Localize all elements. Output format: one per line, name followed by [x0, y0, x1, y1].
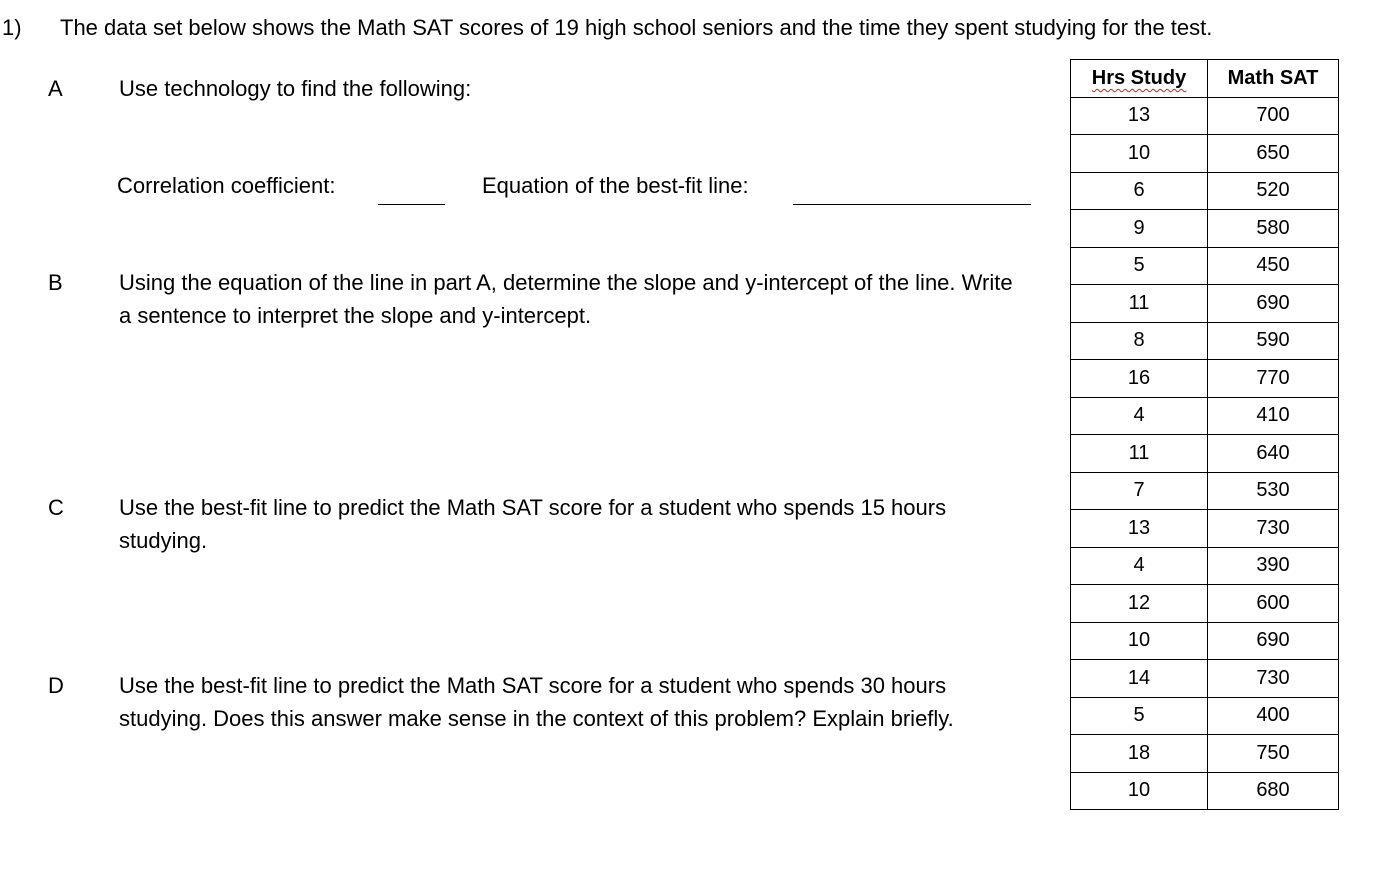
hrs-study-cell: 9	[1071, 210, 1208, 248]
hrs-study-cell: 18	[1071, 735, 1208, 773]
hrs-study-cell: 8	[1071, 322, 1208, 360]
table-row	[1071, 247, 1339, 285]
table-row	[1071, 322, 1339, 360]
hrs-study-cell: 12	[1071, 585, 1208, 623]
table-row	[1071, 735, 1339, 773]
hrs-study-cell: 13	[1071, 510, 1208, 548]
math-sat-cell: 580	[1208, 210, 1339, 248]
equation-label: Equation of the best-fit line:	[482, 173, 749, 198]
table-row	[1071, 172, 1339, 210]
math-sat-cell: 390	[1208, 547, 1339, 585]
hrs-study-cell: 4	[1071, 547, 1208, 585]
table-row	[1071, 697, 1339, 735]
math-sat-cell: 690	[1208, 285, 1339, 323]
hrs-study-header: Hrs Study	[1071, 60, 1208, 98]
table-row	[1071, 97, 1339, 135]
table-row	[1071, 547, 1339, 585]
table-row	[1071, 660, 1339, 698]
correlation-label: Correlation coefficient:	[117, 173, 336, 198]
table-body	[1071, 97, 1339, 810]
hrs-study-cell: 11	[1071, 285, 1208, 323]
hrs-study-cell: 7	[1071, 472, 1208, 510]
part-b-text: Using the equation of the line in part A, determine the slope and y-intercept of the line. Write a sentence to interpret the slope and y-intercept.	[119, 270, 1013, 328]
math-sat-header: Math SAT	[1208, 60, 1339, 98]
table-header-row	[1071, 60, 1339, 98]
part-a-text: Use technology to find the following:	[119, 76, 472, 101]
math-sat-cell: 680	[1208, 772, 1339, 810]
math-sat-cell: 400	[1208, 697, 1339, 735]
math-sat-cell: 750	[1208, 735, 1339, 773]
hrs-study-cell: 5	[1071, 247, 1208, 285]
math-sat-cell: 530	[1208, 472, 1339, 510]
part-d-letter: D	[48, 673, 64, 698]
table-row	[1071, 772, 1339, 810]
part-c-text: Use the best-fit line to predict the Math SAT score for a student who spends 15 hours studying.	[119, 495, 947, 553]
part-b-letter: B	[48, 270, 63, 295]
table-row	[1071, 510, 1339, 548]
part-a-letter: A	[48, 76, 63, 101]
problem-intro: The data set below shows the Math SAT scores of 19 high school seniors and the time they spent studying for the test.	[60, 15, 1213, 40]
hrs-study-cell: 13	[1071, 97, 1208, 135]
math-sat-cell: 730	[1208, 510, 1339, 548]
table-row	[1071, 472, 1339, 510]
math-sat-cell: 690	[1208, 622, 1339, 660]
math-sat-cell: 650	[1208, 135, 1339, 173]
math-sat-cell: 770	[1208, 360, 1339, 398]
table-row	[1071, 397, 1339, 435]
table-row	[1071, 210, 1339, 248]
table-row	[1071, 285, 1339, 323]
math-sat-cell: 730	[1208, 660, 1339, 698]
hrs-study-cell: 4	[1071, 397, 1208, 435]
hrs-study-cell: 10	[1071, 622, 1208, 660]
math-sat-cell: 600	[1208, 585, 1339, 623]
math-sat-cell: 410	[1208, 397, 1339, 435]
math-sat-cell: 700	[1208, 97, 1339, 135]
table-row	[1071, 360, 1339, 398]
table-row	[1071, 435, 1339, 473]
table-row	[1071, 622, 1339, 660]
part-c-letter: C	[48, 495, 64, 520]
math-sat-cell: 450	[1208, 247, 1339, 285]
hrs-study-cell: 10	[1071, 772, 1208, 810]
part-d-text: Use the best-fit line to predict the Math SAT score for a student who spends 30 hours studying. Does this answer make sense in the context of this problem? Explain briefly.	[119, 673, 954, 731]
correlation-answer-blank[interactable]	[378, 182, 445, 205]
hrs-study-cell: 14	[1071, 660, 1208, 698]
hrs-study-cell: 16	[1071, 360, 1208, 398]
table-row	[1071, 135, 1339, 173]
study-sat-table	[1070, 59, 1339, 810]
hrs-study-cell: 11	[1071, 435, 1208, 473]
equation-answer-blank[interactable]	[793, 182, 1031, 205]
math-sat-cell: 520	[1208, 172, 1339, 210]
problem-number: 1)	[2, 15, 22, 40]
math-sat-cell: 640	[1208, 435, 1339, 473]
math-sat-cell: 590	[1208, 322, 1339, 360]
hrs-study-cell: 6	[1071, 172, 1208, 210]
hrs-study-cell: 5	[1071, 697, 1208, 735]
table-row	[1071, 585, 1339, 623]
hrs-study-cell: 10	[1071, 135, 1208, 173]
